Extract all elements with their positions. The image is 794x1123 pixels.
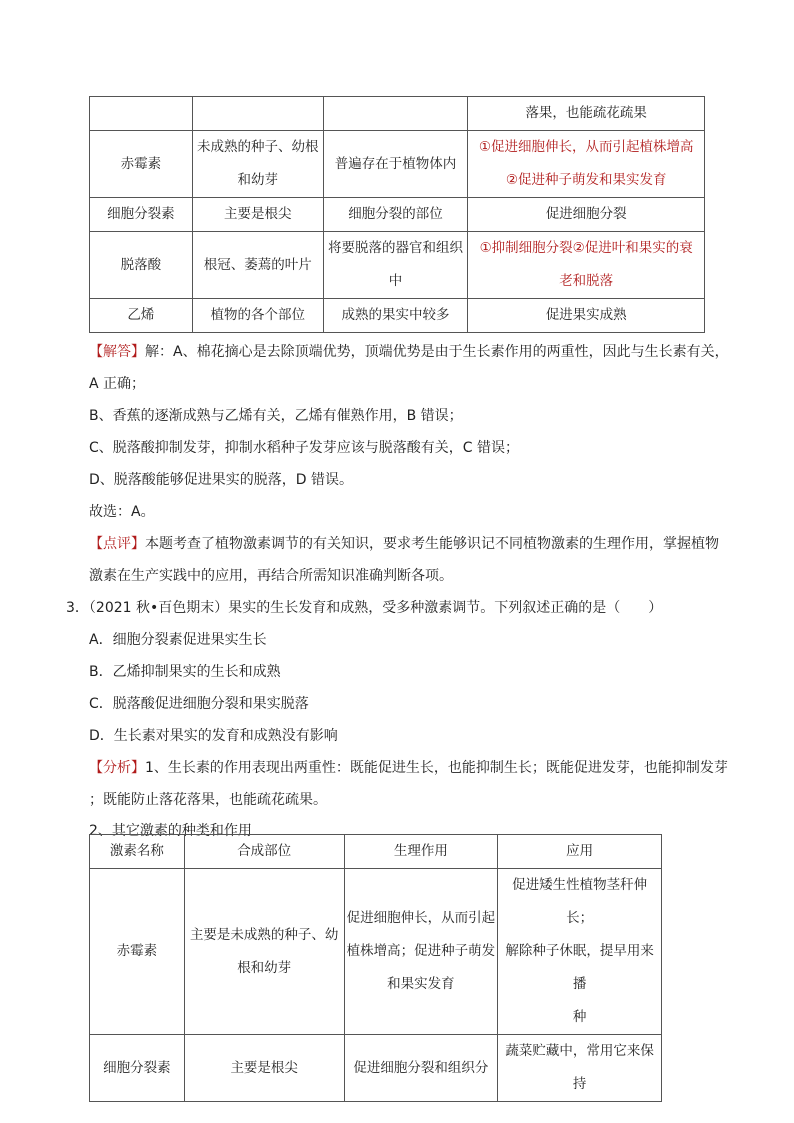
answer-text: 解：A、棉花摘心是去除顶端优势，顶端优势是由于生长素作用的两重性，因此与生长素有关， [145, 344, 729, 360]
comment-tag: 【点评】 [89, 536, 145, 552]
table-cell: 主要是根尖 [192, 198, 323, 232]
table-cell [323, 97, 468, 131]
table-cell: 细胞分裂素 [90, 1035, 185, 1102]
table-cell: 主要是根尖 [184, 1035, 344, 1102]
table-cell: 促进矮生性植物茎秆伸长； 解除种子休眠，提早用来播 种 [498, 869, 662, 1035]
table-row [90, 198, 705, 232]
table-cell: 促进细胞分裂和组织分 [344, 1035, 498, 1102]
table-cell: 成熟的果实中较多 [323, 299, 468, 333]
option-a: A．细胞分裂素促进果实生长 [89, 632, 267, 648]
option-c: C．脱落酸促进细胞分裂和果实脱落 [89, 696, 309, 712]
table-row [90, 232, 705, 299]
table-row [90, 869, 662, 1035]
table-row [90, 97, 705, 131]
table-cell: 未成熟的种子、幼根 和幼芽 [192, 131, 323, 198]
table-cell: 根冠、萎蔫的叶片 [192, 232, 323, 299]
table-header-cell: 生理作用 [344, 835, 498, 869]
answer-line: A 正确； [89, 376, 146, 392]
table-cell: 落果，也能疏花疏果 [468, 97, 705, 131]
table-cell: 将要脱落的器官和组织 中 [323, 232, 468, 299]
analysis-tag: 【分析】 [89, 760, 145, 776]
table-cell [90, 97, 193, 131]
table-cell: ①抑制细胞分裂②促进叶和果实的衰 老和脱落 [468, 232, 705, 299]
question-stem: 3．（2021 秋•百色期末）果实的生长发育和成熟，受多种激素调节。下列叙述正确的是（ ） [66, 600, 663, 616]
table-cell: 脱落酸 [90, 232, 193, 299]
table-cell: 细胞分裂的部位 [323, 198, 468, 232]
comment-text: 本题考查了植物激素调节的有关知识，要求考生能够识记不同植物激素的生理作用，掌握植物 [145, 536, 719, 552]
table-header-cell: 应用 [498, 835, 662, 869]
table-cell: 细胞分裂素 [90, 198, 193, 232]
comment-line: 激素在生产实践中的应用，再结合所需知识准确判断各项。 [89, 568, 453, 584]
hormone-table-2 [89, 834, 662, 1102]
table-cell: 促进细胞分裂 [468, 198, 705, 232]
analysis-line [89, 758, 728, 778]
analysis-line: 2、其它激素的种类和作用 [89, 823, 252, 839]
option-b: B．乙烯抑制果实的生长和成熟 [89, 664, 281, 680]
table-row [90, 299, 705, 333]
table-cell: 赤霉素 [90, 131, 193, 198]
analysis-text: 1、生长素的作用表现出两重性：既能促进生长，也能抑制生长；既能促进发芽，也能抑制发芽 [145, 760, 728, 776]
table-cell: 促进果实成熟 [468, 299, 705, 333]
table-cell: 普遍存在于植物体内 [323, 131, 468, 198]
table-row [90, 131, 705, 198]
answer-line [89, 342, 729, 362]
table-cell: 乙烯 [90, 299, 193, 333]
table-cell: 主要是未成熟的种子、幼 根和幼芽 [184, 869, 344, 1035]
answer-line: 故选：A。 [89, 504, 155, 520]
table-cell: ①促进细胞伸长，从而引起植株增高 ②促进种子萌发和果实发育 [468, 131, 705, 198]
analysis-line: ；既能防止落花落果，也能疏花疏果。 [89, 792, 327, 808]
comment-line [89, 534, 719, 554]
option-d: D．生长素对果实的发育和成熟没有影响 [89, 728, 338, 744]
table-cell: 促进细胞伸长，从而引起 植株增高；促进种子萌发 和果实发育 [344, 869, 498, 1035]
table-cell [192, 97, 323, 131]
table-header-row [90, 835, 662, 869]
answer-line: B、香蕉的逐渐成熟与乙烯有关，乙烯有催熟作用，B 错误； [89, 408, 463, 424]
table-header-cell: 合成部位 [184, 835, 344, 869]
answer-tag: 【解答】 [89, 344, 145, 360]
answer-line: D、脱落酸能够促进果实的脱落，D 错误。 [89, 472, 354, 488]
table-cell: 蔬菜贮藏中，常用它来保持 [498, 1035, 662, 1102]
hormone-table-1 [89, 96, 705, 333]
table-cell: 植物的各个部位 [192, 299, 323, 333]
table-header-cell: 激素名称 [90, 835, 185, 869]
table-cell: 赤霉素 [90, 869, 185, 1035]
answer-line: C、脱落酸抑制发芽，抑制水稻种子发芽应该与脱落酸有关，C 错误； [89, 440, 519, 456]
table-row [90, 1035, 662, 1102]
